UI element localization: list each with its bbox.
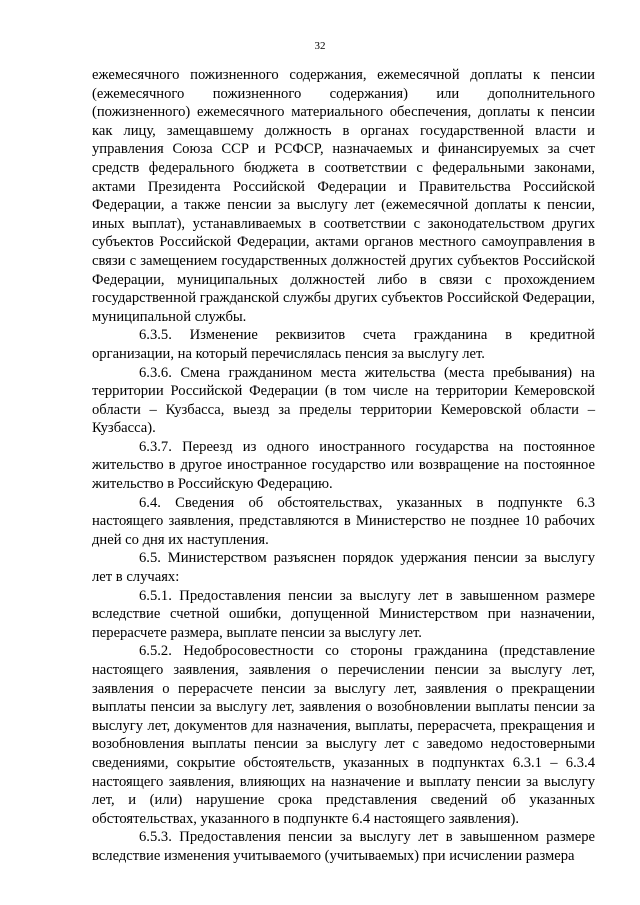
document-body: [92, 66, 595, 866]
paragraph-6-4: 6.4. Сведения об обстоятельствах, указанных в подпункте 6.3 настоящего заявления, представляются в Министерство не позднее 10 рабочих дней со дня их наступления.: [92, 494, 595, 548]
paragraph-6-5-1: 6.5.1. Предоставления пенсии за выслугу лет в завышенном размере вследствие счетной ошибки, допущенной Министерством при назначении, перерасчете размера, выплате пенсии за выслугу лет.: [92, 587, 595, 641]
paragraph-continuation: ежемесячного пожизненного содержания, ежемесячной доплаты к пенсии (ежемесячного пожизненного содержания) или дополнительного (пожизненного) ежемесячного материального обеспечения, доплаты к пенсии как лицу, замещавшему должность в органах государственной власти и управления Союза ССР и РСФСР, назначаемых и финансируемых за счет средств федерального бюджета в соответствии с федеральными законами, актами Президента Российской Федерации и Правительства Российской Федерации, а также пенсии за выслугу лет (ежемесячной доплаты к пенсии, иных выплат), устанавливаемых в соответствии с законодательством других субъектов Российской Федерации, актами органов местного самоуправления в связи с замещением государственных должностей других субъектов Российской Федерации, муниципальных должностей либо в связи с прохождением государственной гражданской службы других субъектов Российской Федерации, муниципальной службы.: [92, 67, 595, 325]
paragraph-6-5-2: 6.5.2. Недобросовестности со стороны гражданина (представление настоящего заявления, заявления о перечислении пенсии за выслугу лет, заявления о перерасчете пенсии за выслугу лет, заявления о прекращении выплаты пенсии за выслугу лет, заявления о возобновлении выплаты пенсии за выслугу лет, документов для назначения, выплаты, перерасчета, прекращения и возобновления выплаты пенсии за выслугу лет с заведомо недостоверными сведениями, сокрытие обстоятельств, указанных в подпунктах 6.3.1 – 6.3.4 настоящего заявления, влияющих на назначение и выплату пенсии за выслугу лет, и (или) нарушение срока представления сведений об указанных обстоятельствах, указанного в подпункте 6.4 настоящего заявления).: [92, 643, 595, 827]
paragraph-6-3-7: 6.3.7. Переезд из одного иностранного государства на постоянное жительство в другое иностранное государство или возвращение на постоянное жительство в Российскую Федерацию.: [92, 438, 595, 493]
page-number: 32: [314, 40, 326, 52]
paragraph-6-3-6: 6.3.6. Смена гражданином места жительства (места пребывания) на территории Российской Федерации (в том числе на территории Кемеровской области – Кузбасса, выезд за пределы территории Кемеровской области – Кузбасса).: [92, 364, 595, 437]
paragraph-6-5-3: 6.5.3. Предоставления пенсии за выслугу лет в завышенном размере вследствие изменения учитываемого (учитываемых) при исчислении размера: [92, 829, 595, 864]
paragraph-6-3-5: 6.3.5. Изменение реквизитов счета гражданина в кредитной организации, на который перечислялась пенсия за выслугу лет.: [92, 327, 595, 362]
paragraph-6-5: 6.5. Министерством разъяснен порядок удержания пенсии за выслугу лет в случаях:: [92, 550, 595, 586]
